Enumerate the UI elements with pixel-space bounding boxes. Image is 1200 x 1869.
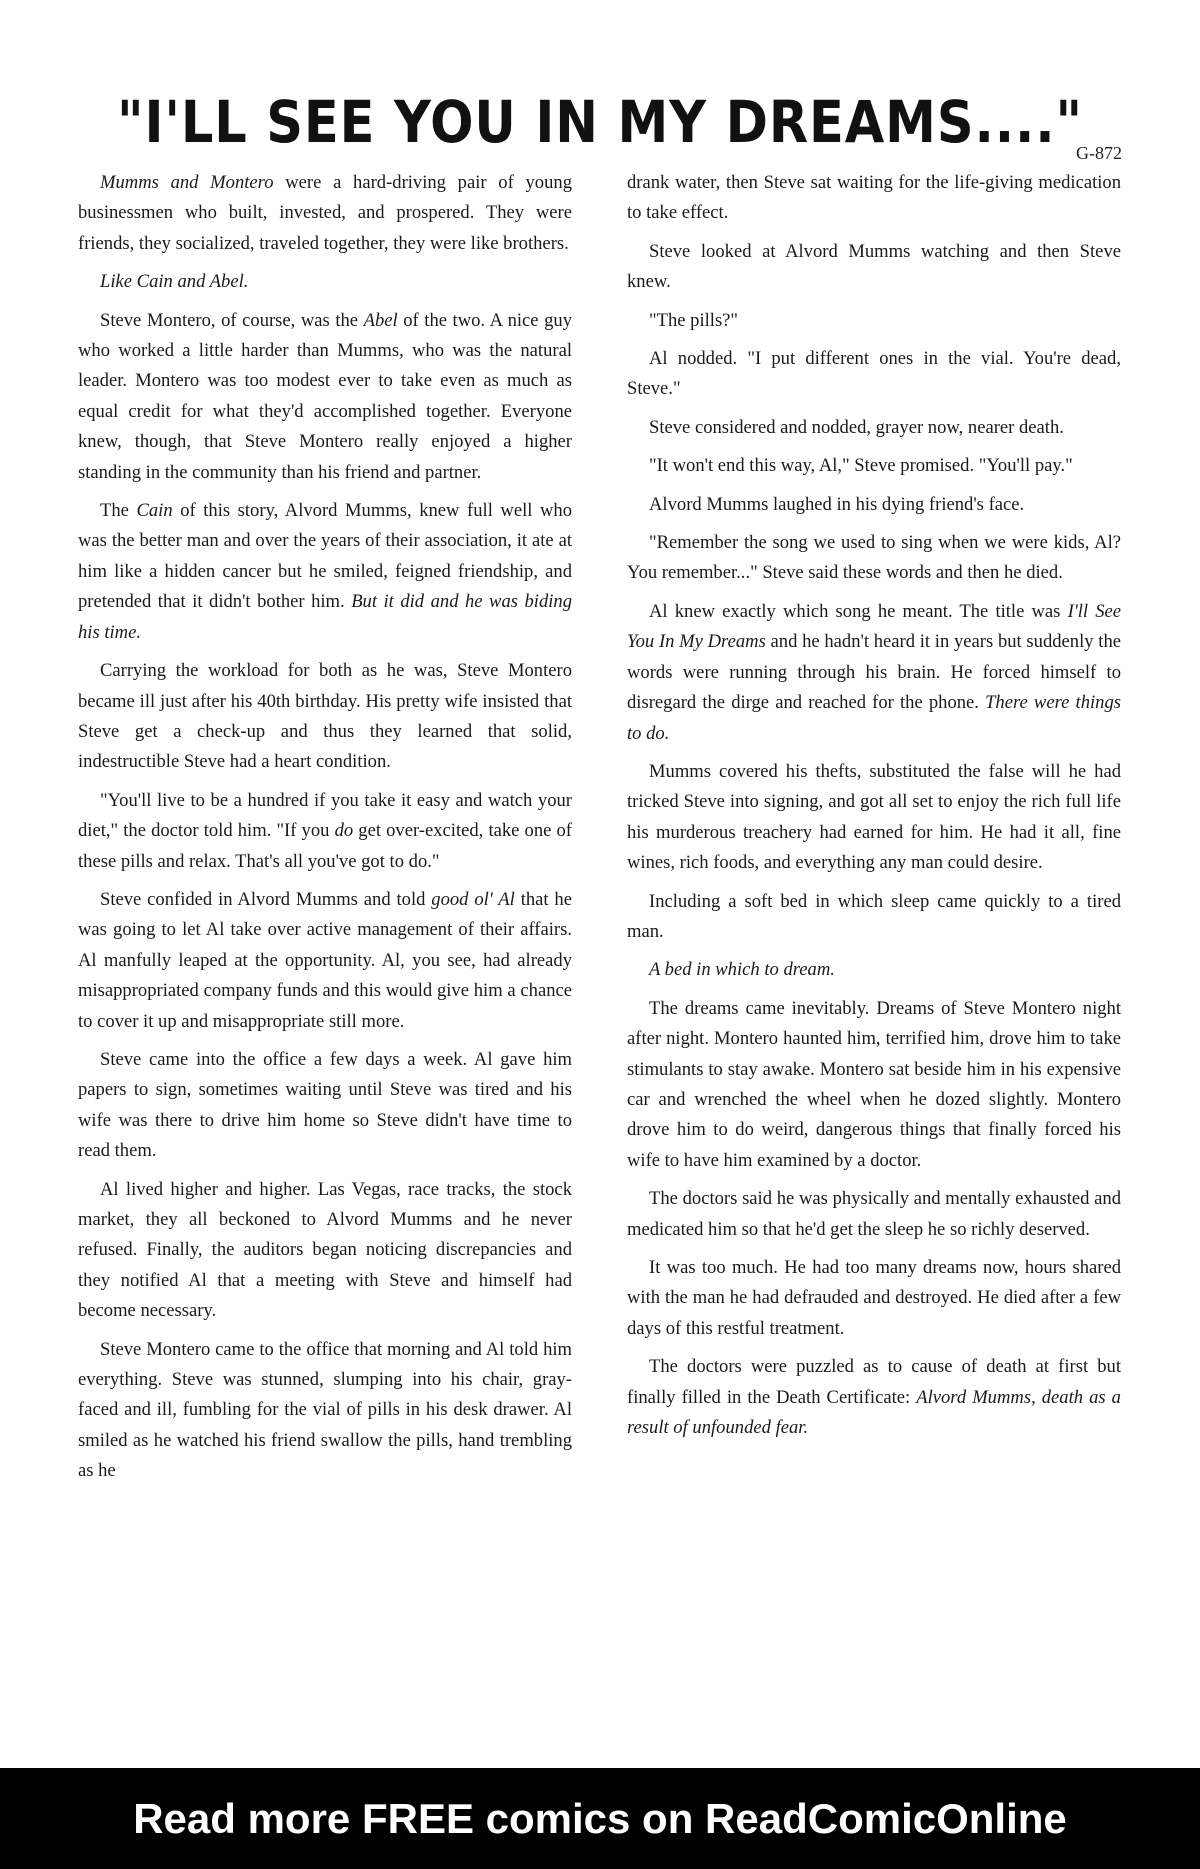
paragraph: Including a soft bed in which sleep came quickly to a tired man. bbox=[627, 890, 1121, 942]
paragraph: Al lived higher and higher. Las Vegas, race tracks, the stock market, they all beckoned to Alvord Mumms and he never refused. Finally, the auditors began noticing discrepancies and they notified Al that a meeting with Steve and himself had become necessary. bbox=[78, 1178, 572, 1322]
paragraph: Mumms covered his thefts, substituted the false will he had tricked Steve into signing, and got all set to enjoy the rich full life his murderous treachery had earned for him. He had it all, fine wines, rich foods, and everything any man could desire. bbox=[627, 760, 1121, 874]
text: were a hard-driving pair of young businessmen who built, invested, and prospered. They were friends, they socialized, traveled together, they were like brothers. bbox=[78, 172, 572, 254]
text: Steve Montero, of course, was the bbox=[100, 309, 364, 331]
text: and he hadn't heard it in years but suddenly the words were running through his brain. He forced himself to disregard the dirge and reached for the phone. bbox=[627, 631, 1121, 714]
italic-text: good ol' Al bbox=[431, 888, 515, 910]
paragraph: The doctors said he was physically and mentally exhausted and medicated him so that he'd get the sleep he so richly deserved. bbox=[627, 1188, 1121, 1240]
paragraph bbox=[78, 496, 572, 648]
italic-text: Alvord Mumms, death as a result of unfounded fear. bbox=[627, 1386, 1121, 1439]
paragraph: The dreams came inevitably. Dreams of Steve Montero night after night. Montero haunted him, terrified him, drove him to take stimulants to stay awake. Montero sat beside him in his expensive car and wrenched the wheel when he dozed slightly. Montero drove him to do weird, dangerous things that finally forced his wife to have him examined by a doctor. bbox=[627, 997, 1121, 1171]
paragraph bbox=[78, 168, 572, 259]
paragraph bbox=[78, 306, 572, 488]
text: of this story, Alvord Mumms, knew full well who was the better man and over the years of their association, it ate at him like a hidden cancer but he smiled, feigned friendship, and pretended that it didn't bother him. bbox=[78, 500, 572, 613]
text: that he was going to let Al take over active management of their affairs. Al manfully leaped at the opportunity. Al, you see, had already misappropriated company funds and this would give him a chance to cover it up and misappropriate still more. bbox=[78, 888, 572, 1032]
paragraph: "Remember the song we used to sing when we were kids, Al? You remember..." Steve said these words and then he died. bbox=[627, 532, 1121, 584]
text: Al knew exactly which song he meant. The title was bbox=[649, 600, 1068, 622]
paragraph bbox=[627, 597, 1121, 749]
text: Steve confided in Alvord Mumms and told bbox=[100, 888, 432, 910]
italic-text: I'll See You In My Dreams bbox=[627, 600, 1122, 653]
italic-text: Cain bbox=[136, 500, 173, 522]
paragraph: "It won't end this way, Al," Steve promised. "You'll pay." bbox=[649, 455, 1073, 477]
italic-text: But it did and he was biding his time. bbox=[78, 591, 573, 643]
paragraph bbox=[627, 1352, 1121, 1443]
paragraph bbox=[78, 786, 572, 877]
paragraph: Steve considered and nodded, grayer now, nearer death. bbox=[649, 416, 1064, 438]
paragraph: It was too much. He had too many dreams now, hours shared with the man he had defrauded and destroyed. He died after a few days of this restful treatment. bbox=[627, 1257, 1121, 1339]
text: get over-excited, take one of these pills and relax. That's all you've got to do." bbox=[78, 820, 573, 872]
paragraph: A bed in which to dream. bbox=[649, 959, 835, 981]
paragraph: drank water, then Steve sat waiting for the life-giving medication to take effect. bbox=[627, 172, 1121, 224]
right-column bbox=[627, 168, 1121, 1451]
paragraph: Alvord Mumms laughed in his dying friend's face. bbox=[649, 493, 1025, 515]
italic-text: There were things to do. bbox=[627, 692, 1121, 744]
paragraph: Steve looked at Alvord Mumms watching and then Steve knew. bbox=[627, 240, 1121, 293]
paragraph: Steve Montero came to the office that morning and Al told him everything. Steve was stunned, slumping into his chair, gray-faced and ill, fumbling for the vial of pills in his desk drawer. Al smiled as he watched his friend swallow the pills, hand trembling as he bbox=[78, 1338, 572, 1482]
paragraph: Carrying the workload for both as he was, Steve Montero became ill just after his 40th birthday. His pretty wife insisted that Steve get a check-up and thus they learned that solid, indestructible Steve had a heart condition. bbox=[78, 660, 572, 773]
italic-text: Abel bbox=[363, 309, 398, 331]
paragraph: Al nodded. "I put different ones in the vial. You're dead, Steve." bbox=[627, 348, 1121, 400]
left-column bbox=[78, 168, 572, 1495]
paragraph: "The pills?" bbox=[649, 309, 739, 331]
paragraph: Like Cain and Abel. bbox=[100, 271, 249, 293]
story-code: G-872 bbox=[1076, 143, 1122, 163]
text: The doctors were puzzled as to cause of death at first but finally filled in the Death Certificate: bbox=[627, 1356, 1121, 1408]
text: of the two. A nice guy who worked a little harder than Mumms, who was the natural leader. Montero was too modest ever to take even as much as equal credit for what they'd accomplished together. Everyone knew, though, that Steve Montero really enjoyed a higher standing in the community than his friend and partner. bbox=[78, 309, 572, 483]
promo-text: Read more FREE comics on ReadComicOnline bbox=[133, 1794, 1067, 1842]
story-title: "I'LL SEE YOU IN MY DREAMS...." bbox=[116, 88, 1084, 156]
italic-text: do bbox=[334, 820, 354, 842]
paragraph bbox=[78, 885, 572, 1037]
text: "You'll live to be a hundred if you take it easy and watch your diet," the doctor told him. "If you bbox=[78, 789, 572, 842]
paragraph: Steve came into the office a few days a week. Al gave him papers to sign, sometimes waiting until Steve was tired and his wife was there to drive him home so Steve didn't have time to read them. bbox=[78, 1048, 572, 1162]
text: The bbox=[100, 500, 137, 522]
italic-text: Mumms and Montero bbox=[100, 172, 274, 193]
promo-banner[interactable] bbox=[0, 1768, 1200, 1869]
